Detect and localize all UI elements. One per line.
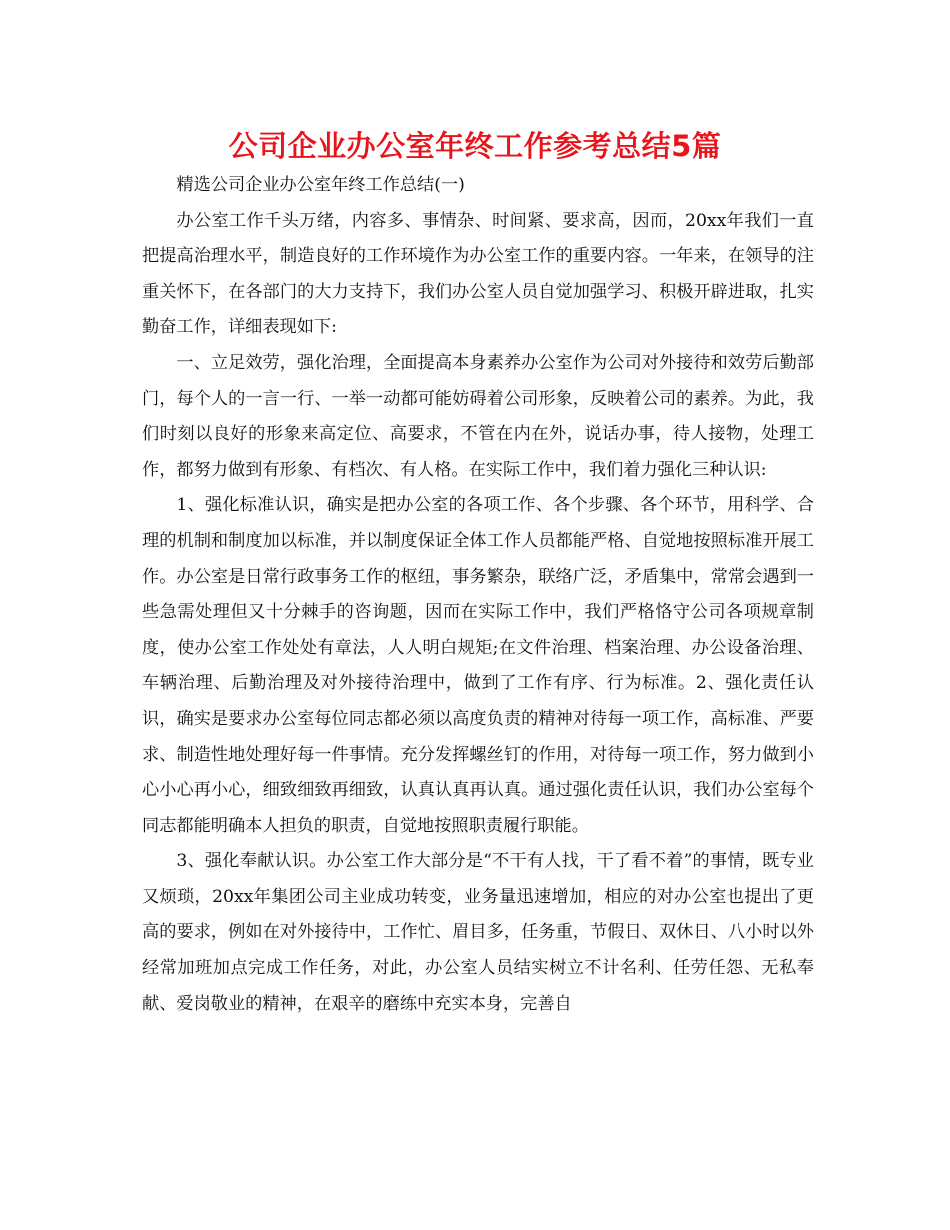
body-paragraph: 一、立足效劳，强化治理，全面提高本身素养办公室作为公司对外接待和效劳后勤部门，每个人的一言一行、一举一动都可能妨碍着公司形象，反映着公司的素养。为此，我们时刻以良好的形象来高定位、高要求，不管在内在外，说话办事，待人接物，处理工作，都努力做到有形象、有档次、有人格。在实际工作中，我们着力强化三种认识: — [142, 352, 814, 480]
body-paragraph: 1、强化标准认识，确实是把办公室的各项工作、各个步骤、各个环节，用科学、合理的机制和制度加以标准，并以制度保证全体工作人员都能严格、自觉地按照标准开展工作。办公室是日常行政事务工作的枢纽，事务繁杂，联络广泛，矛盾集中，常常会遇到一些急需处理但又十分棘手的咨询题，因而在实际工作中，我们严格恪守公司各项规章制度，使办公室工作处处有章法，人人明白规矩;在文件治理、档案治理、办公设备治理、车辆治理、后勤治理及对外接待治理中，做到了工作有序、行为标准。2、强化责任认识，确实是要求办公室每位同志都必须以高度负责的精神对待每一项工作，高标准、严要求、制造性地处理好每一件事情。充分发挥螺丝钉的作用，对待每一项工作，努力做到小心小心再小心，细致细致再细致，认真认真再认真。通过强化责任认识，我们办公室每个同志都能明确本人担负的职责，自觉地按照职责履行职能。 — [142, 495, 814, 836]
body-paragraph: 办公室工作千头万绪，内容多、事情杂、时间紧、要求高，因而，20xx年我们一直把提高治理水平，制造良好的工作环境作为办公室工作的重要内容。一年来，在领导的注重关怀下，在各部门的大力支持下，我们办公室人员自觉加强学习、积极开辟进取，扎实勤奋工作，详细表现如下: — [142, 210, 814, 338]
body-paragraph: 3、强化奉献认识。办公室工作大部分是“不干有人找，干了看不着”的事情，既专业又烦琐，20xx年集团公司主业成功转变，业务量迅速增加，相应的对办公室也提出了更高的要求，例如在对外接待中，工作忙、眉目多，任务重，节假日、双休日、八小时以外经常加班加点完成工作任务，对此，办公室人员结实树立不计名利、任劳任怨、无私奉献、爱岗敬业的精神，在艰辛的磨练中充实本身，完善自 — [142, 851, 814, 1014]
document-title: 公司企业办公室年终工作参考总结5篇 — [228, 129, 722, 163]
section-heading: 精选公司企业办公室年终工作总结(一) — [176, 175, 465, 195]
document-body — [142, 168, 814, 1022]
